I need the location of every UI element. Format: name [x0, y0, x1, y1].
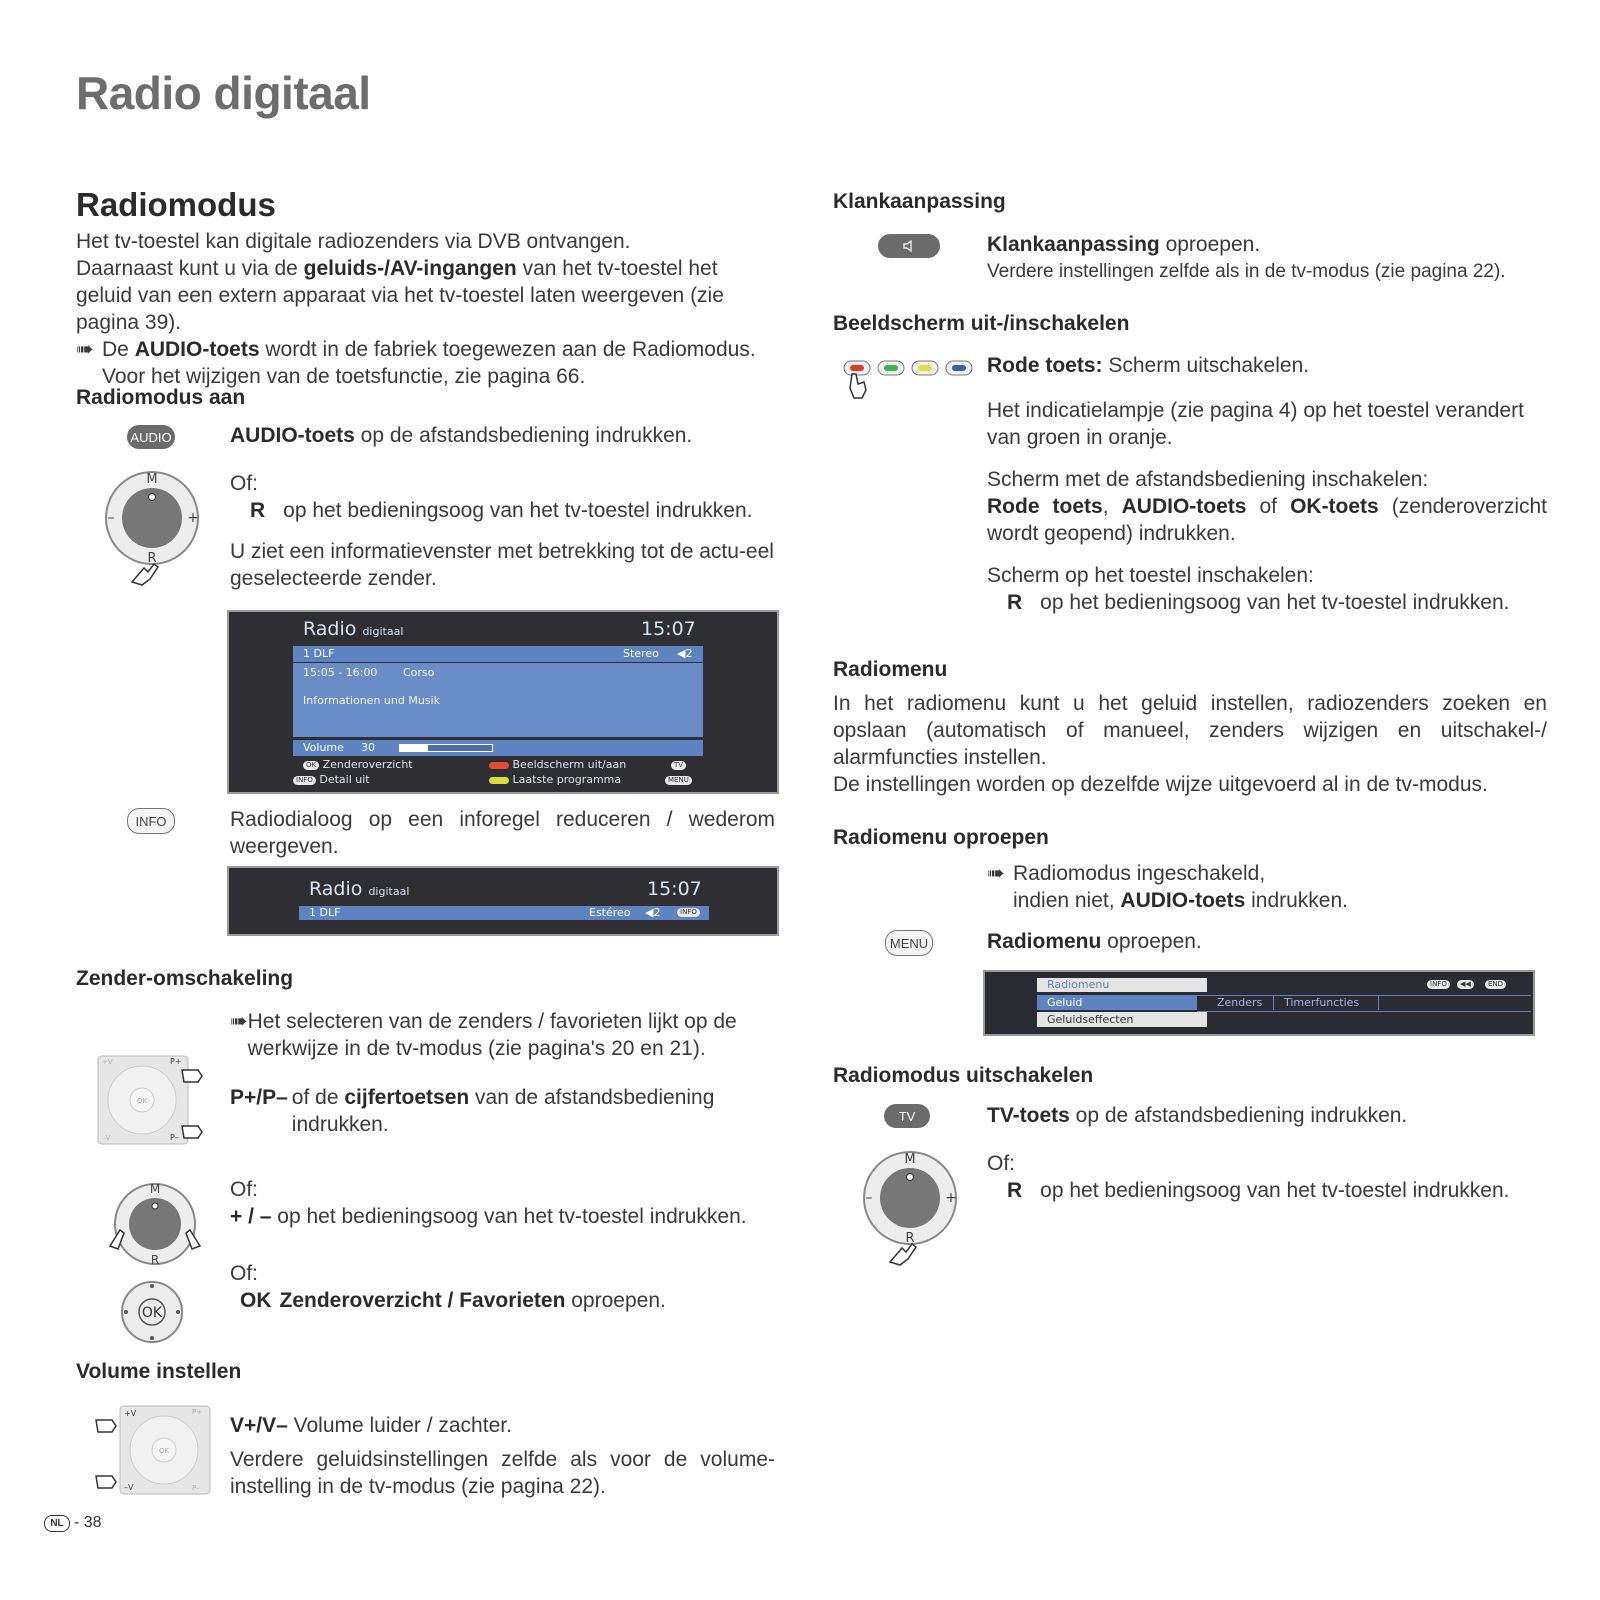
footer-tv-key: TV	[671, 758, 686, 771]
program-panel	[293, 663, 703, 737]
screen2-info-key: INFO	[677, 908, 700, 917]
page-title: Radio digitaal	[76, 67, 371, 119]
menu-back-key: ◀◀	[1457, 980, 1474, 989]
lamp-text: Het indicatielampje (zie pagina 4) op het toestel verandert van groen in oranje.	[987, 399, 1524, 449]
info-instruction: Radiodialoog op een inforegel reduceren / wederom weergeven.	[230, 808, 775, 858]
info-key: INFO	[127, 808, 175, 834]
pp-instruction: P+/P– of de cijfertoetsen van de afstandsbediening indrukken.	[230, 1086, 715, 1136]
screen2-station: 1 DLF	[309, 906, 341, 919]
audio-channel: ◀2	[677, 647, 693, 660]
ok-ring-icon	[120, 1280, 184, 1344]
screen2-clock: 15:07	[647, 878, 702, 900]
plusmin-instruction: + / – op het bedieningsoog van het tv-toestel indrukken.	[230, 1205, 747, 1228]
menu-tab-timerfuncties: Timerfuncties	[1273, 996, 1379, 1010]
svg-text:R: R	[150, 1253, 160, 1267]
svg-text:R: R	[905, 1231, 915, 1246]
hand-pointer-icon	[850, 374, 866, 398]
svg-text:–: –	[107, 510, 115, 526]
menu-end-key: END	[1485, 980, 1506, 989]
zender-note: ➠ Het selecteren van de zenders / favorieten lijkt op de werkwijze in de tv-modus (zie pagina's 20 en 21).	[230, 1010, 737, 1060]
heading-volume-instellen: Volume instellen	[76, 1360, 242, 1383]
screen2-station-bar	[299, 906, 709, 920]
menu-item-geluid: Geluid	[1037, 995, 1207, 1010]
heading-radiomodus-uitschakelen: Radiomodus uitschakelen	[833, 1064, 1094, 1087]
svg-text:OK: OK	[136, 1097, 148, 1105]
footer-laatste: Laatste programma	[489, 773, 621, 786]
control-ring-icon	[106, 1180, 204, 1270]
tv-toets-instruction: TV-toets op de afstandsbediening indrukken.	[987, 1104, 1408, 1127]
menu-item-geluidseffecten: Geluidseffecten	[1037, 1012, 1207, 1027]
of-block-1	[230, 470, 770, 524]
radiomenu-oproepen-instruction: Radiomenu oproepen.	[987, 930, 1202, 953]
uit-of-block	[987, 1150, 1547, 1204]
ok-instruction: OK Zenderoverzicht / Favorieten oproepen.	[240, 1289, 666, 1312]
of-block-2	[230, 1176, 775, 1230]
uit-r-instruction: R op het bedieningsoog van het tv-toestel indrukken.	[1007, 1179, 1510, 1202]
control-ring-icon	[860, 1150, 960, 1266]
svg-text:M: M	[904, 1152, 916, 1167]
radiomenu-screen	[983, 970, 1535, 1036]
footer-beeldscherm: Beeldscherm uit/aan	[489, 758, 626, 771]
section-title-radiomodus: Radiomodus	[76, 186, 276, 223]
program-name: Corso	[403, 666, 435, 679]
svg-text:OK: OK	[158, 1447, 170, 1455]
volume-label: Volume	[303, 741, 344, 754]
of-label: Of:	[230, 1262, 259, 1285]
arrow-icon: ➠	[230, 1010, 248, 1033]
heading-zender-omschakeling: Zender-omschakeling	[76, 967, 294, 990]
heading-beeldscherm: Beeldscherm uit-/inschakelen	[833, 312, 1130, 335]
audio-instruction: AUDIO-toets op de afstandsbediening indrukken.	[230, 424, 693, 447]
heading-radiomodus-aan: Radiomodus aan	[76, 386, 246, 409]
arrow-icon: ➠	[987, 862, 1005, 885]
red-key-icon	[489, 762, 509, 769]
remote-pad-icon	[94, 1404, 214, 1498]
volume-bar	[293, 740, 703, 756]
volume-more: Verdere geluidsinstellingen zelfde als voor de volume-instelling in de tv-modus (zie pagina 22).	[230, 1448, 775, 1498]
color-keys-icon	[842, 358, 980, 404]
radiomenu-text	[833, 690, 1547, 798]
klank-more: Verdere instellingen zelfde als in de tv-modus (zie pagina 22).	[987, 261, 1506, 282]
svg-text:P+: P+	[192, 1408, 203, 1416]
svg-text:P–: P–	[192, 1484, 200, 1492]
aan-block	[987, 466, 1547, 547]
footer-detail-uit: INFO Detail uit	[293, 773, 370, 786]
screen2-stereo: Estéreo	[589, 906, 631, 919]
svg-text:OK: OK	[141, 1305, 163, 1321]
toestel-block	[987, 562, 1547, 616]
volume-fill	[400, 745, 428, 751]
svg-text:–V: –V	[102, 1134, 111, 1142]
oproepen-note: ➠ Radiomodus ingeschakeld, indien niet, AUDIO-toets indrukken.	[987, 862, 1348, 912]
svg-text:+V: +V	[102, 1058, 113, 1066]
svg-text:P+: P+	[170, 1057, 182, 1066]
svg-text:+: +	[187, 510, 199, 526]
r-instruction: R op het bedieningsoog van het tv-toestel indrukken.	[250, 499, 753, 522]
svg-text:M: M	[146, 472, 158, 487]
heading-radiomenu-oproepen: Radiomenu oproepen	[833, 826, 1049, 849]
radiomenu-text-1: In het radiomenu kunt u het geluid instellen, radiozenders zoeken en opslaan (automatisch of manueel, zenders wijzigen en uitschakel-/ alarmfuncties instellen.	[833, 692, 1547, 769]
tv-key: TV	[884, 1104, 930, 1128]
language-badge: NL	[44, 1515, 70, 1532]
speaker-icon	[902, 240, 916, 252]
svg-text:–: –	[865, 1190, 873, 1206]
heading-radiomenu: Radiomenu	[833, 658, 948, 681]
page-footer	[44, 1514, 102, 1532]
footer-menu-key: MENU	[665, 773, 692, 786]
time-range: 15:05 - 16:00	[303, 666, 378, 679]
aan-intro: Scherm met de afstandsbediening inschakelen:	[987, 468, 1429, 491]
aan-keys: Rode toets, AUDIO-toets of OK-toets (zenderoverzicht wordt geopend) indrukken.	[987, 495, 1548, 545]
svg-text:–V: –V	[124, 1483, 134, 1492]
screen2-audio-channel: ◀2	[645, 906, 661, 919]
footer-zenderoverzicht: OK Zenderoverzicht	[303, 758, 413, 771]
audio-note: ➠ De AUDIO-toets wordt in de fabriek toegewezen aan de Radiomodus. Voor het wijzigen van de toetsfunctie, zie pagina 66.	[76, 338, 756, 388]
arrow-icon: ➠	[76, 338, 94, 361]
audio-key: AUDIO	[127, 425, 175, 449]
menu-tab-zenders: Zenders	[1207, 996, 1277, 1010]
volume-slider	[399, 744, 493, 752]
control-ring-icon	[102, 470, 202, 586]
svg-text:M: M	[149, 1182, 161, 1196]
menu-info-key: INFO	[1427, 980, 1450, 989]
screen-title: Radio digitaal	[303, 618, 404, 640]
svg-text:+: +	[945, 1190, 957, 1206]
intro-line-2: Daarnaast kunt u via de geluids-/AV-ingangen van het tv-toestel het geluid van een extern apparaat via het tv-toestel laten weergeven (zie pagina 39).	[76, 257, 724, 334]
of-label: Of:	[230, 472, 259, 495]
of-label: Of:	[987, 1152, 1016, 1175]
sound-key	[878, 234, 940, 258]
intro-block	[76, 228, 776, 390]
page-number: - 38	[74, 1514, 102, 1531]
stereo-label: Stereo	[623, 647, 659, 660]
info-window-text: U ziet een informatievenster met betrekking tot de actu-eel geselecteerde zender.	[230, 540, 774, 590]
svg-text:R: R	[147, 551, 157, 566]
yellow-key-icon	[489, 777, 509, 784]
intro-line-1: Het tv-toestel kan digitale radiozenders via DVB ontvangen.	[76, 230, 631, 253]
svg-text:P–: P–	[170, 1133, 179, 1142]
toestel-r-instruction: R op het bedieningsoog van het tv-toestel indrukken.	[1007, 591, 1510, 614]
heading-klankaanpassing: Klankaanpassing	[833, 190, 1006, 213]
radio-info-screen	[227, 610, 779, 794]
menu-key: MENU	[885, 930, 933, 956]
screen-clock: 15:07	[641, 618, 696, 640]
program-description: Informationen und Musik	[303, 694, 440, 707]
rode-toets-instruction: Rode toets: Scherm uitschakelen.	[987, 354, 1310, 377]
klank-instruction: Klankaanpassing oproepen.	[987, 233, 1261, 256]
of-label: Of:	[230, 1178, 259, 1201]
radio-inforegel-screen	[227, 866, 779, 936]
vv-instruction: V+/V– Volume luider / zachter.	[230, 1414, 512, 1437]
toestel-intro: Scherm op het toestel inschakelen:	[987, 564, 1314, 587]
svg-text:+V: +V	[124, 1409, 137, 1418]
of-block-3	[230, 1260, 775, 1314]
station-name: 1 DLF	[303, 647, 335, 660]
menu-title: Radiomenu	[1037, 978, 1207, 992]
remote-pad-icon	[96, 1054, 212, 1148]
screen2-title: Radio digitaal	[309, 878, 410, 900]
station-bar	[293, 646, 703, 662]
volume-value: 30	[361, 741, 375, 754]
radiomenu-text-2: De instellingen worden op dezelfde wijze uitgevoerd al in de tv-modus.	[833, 773, 1488, 796]
